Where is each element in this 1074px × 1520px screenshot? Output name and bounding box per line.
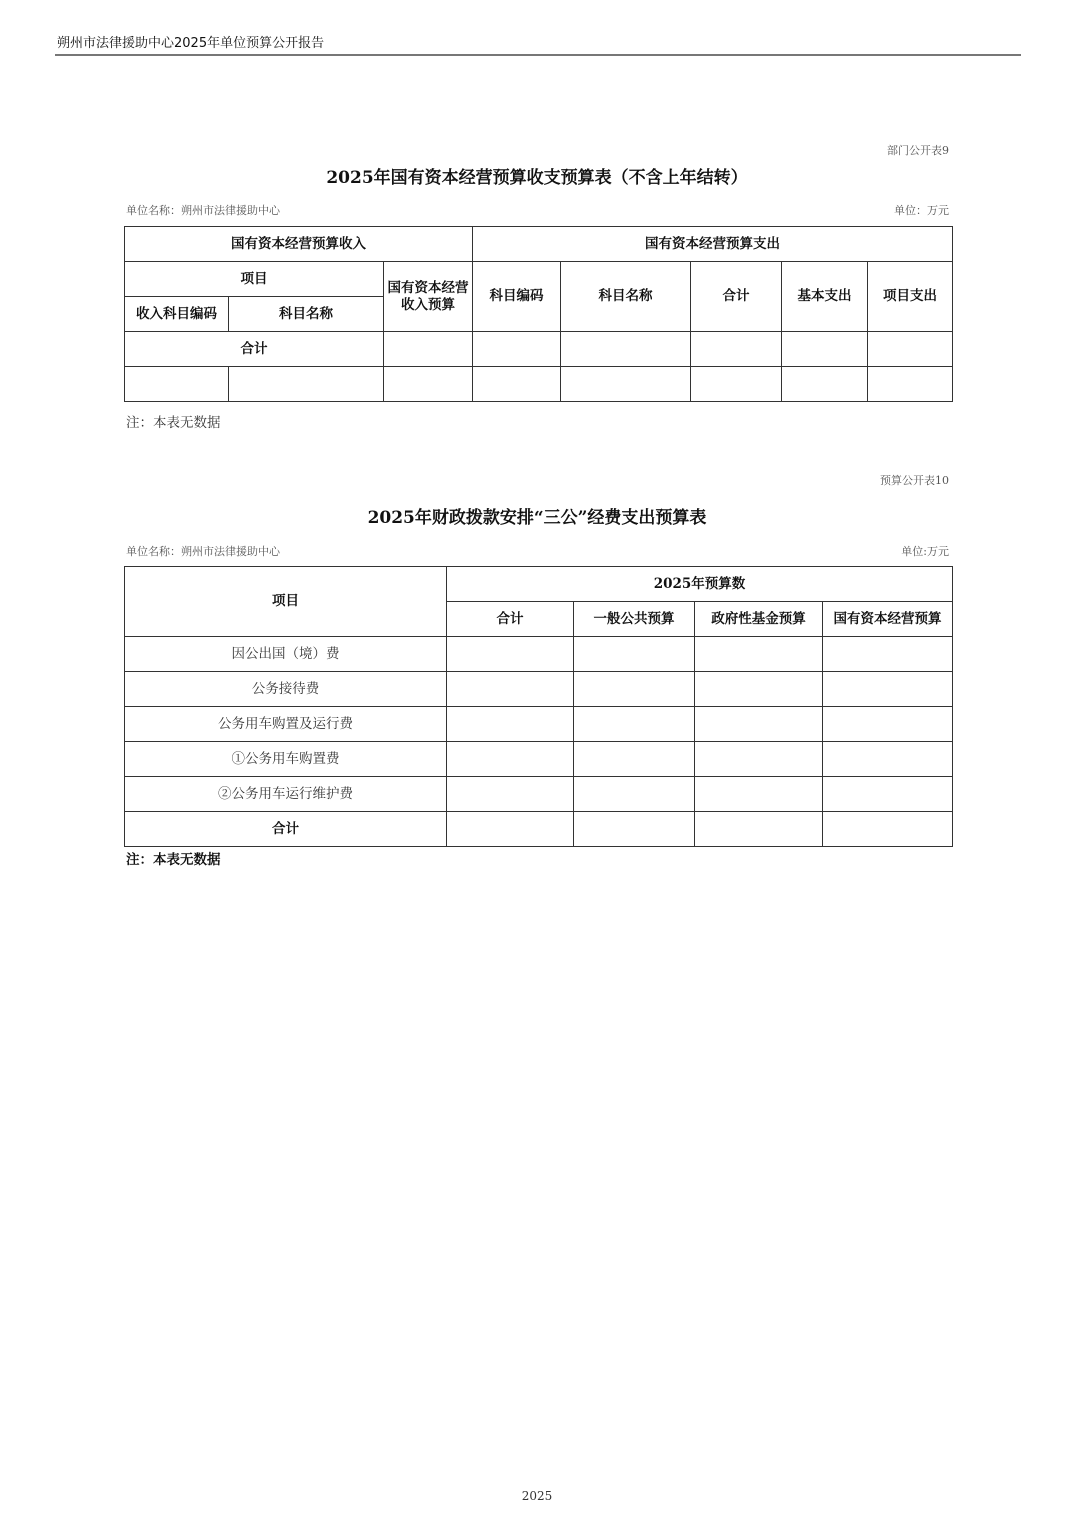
table-row xyxy=(125,672,953,707)
table2-row-label: ②公务用车运行维护费 xyxy=(125,777,447,812)
table-cell xyxy=(823,637,953,672)
table2-note: 注：本表无数据 xyxy=(126,852,221,868)
table1-title: 2025年国有资本经营预算收支预算表（不含上年结转） xyxy=(326,168,748,188)
table-cell xyxy=(447,777,574,812)
table1-note: 注：本表无数据 xyxy=(126,415,221,431)
table-cell xyxy=(823,812,953,847)
table-cell xyxy=(695,707,823,742)
table-row xyxy=(125,742,953,777)
page-header-title: 朔州市法律援助中心2025年单位预算公开报告 xyxy=(57,36,325,51)
table-cell xyxy=(561,332,691,367)
table2-tag: 预算公开表10 xyxy=(880,474,949,487)
table-cell xyxy=(447,742,574,777)
table1-capital-budget xyxy=(124,226,953,402)
table-cell xyxy=(868,367,953,402)
table2-row-label: 因公出国（境）费 xyxy=(125,637,447,672)
table2-total-row xyxy=(125,812,953,847)
table-cell xyxy=(695,637,823,672)
table-cell xyxy=(574,672,695,707)
table-cell xyxy=(574,742,695,777)
table-cell xyxy=(691,332,782,367)
table-cell xyxy=(574,707,695,742)
table2-unit-name: 单位名称：朔州市法律援助中心 xyxy=(126,545,280,558)
table1-income-budget-header: 国有资本经营收入预算 xyxy=(384,262,473,332)
table-cell xyxy=(473,332,561,367)
table2-row-label: ①公务用车购置费 xyxy=(125,742,447,777)
table-cell xyxy=(823,742,953,777)
table1-expense-header: 国有资本经营预算支出 xyxy=(473,227,953,262)
table1-unit: 单位：万元 xyxy=(894,204,949,217)
table2-col-fund: 政府性基金预算 xyxy=(695,602,823,637)
table1-income-header: 国有资本经营预算收入 xyxy=(125,227,473,262)
table-cell xyxy=(384,367,473,402)
table-cell xyxy=(691,367,782,402)
table-cell xyxy=(695,812,823,847)
table1-tag: 部门公开表9 xyxy=(887,144,949,157)
table2-title: 2025年财政拨款安排“三公”经费支出预算表 xyxy=(367,508,707,528)
table-row xyxy=(125,637,953,672)
table2-total-label: 合计 xyxy=(125,812,447,847)
table1-exp-name-header: 科目名称 xyxy=(561,262,691,332)
table1-unit-name: 单位名称：朔州市法律援助中心 xyxy=(126,204,280,217)
table-cell xyxy=(125,367,229,402)
table1-total-label: 合计 xyxy=(125,332,384,367)
table2-item-header: 项目 xyxy=(125,567,447,637)
table-cell xyxy=(782,332,868,367)
table-cell xyxy=(782,367,868,402)
table-cell xyxy=(447,707,574,742)
table-cell xyxy=(447,637,574,672)
page-header xyxy=(55,31,1021,56)
table2-row-label: 公务接待费 xyxy=(125,672,447,707)
table-cell xyxy=(823,707,953,742)
table2-col-total: 合计 xyxy=(447,602,574,637)
table-cell xyxy=(868,332,953,367)
page-number: 2025 xyxy=(521,1489,553,1503)
table-cell xyxy=(384,332,473,367)
table2-budget-header: 2025年预算数 xyxy=(447,567,953,602)
table-cell xyxy=(574,777,695,812)
table2-unit: 单位:万元 xyxy=(901,545,949,558)
table-cell xyxy=(561,367,691,402)
table-cell xyxy=(574,637,695,672)
table-cell xyxy=(574,812,695,847)
table-cell xyxy=(447,812,574,847)
table1-item-header: 项目 xyxy=(125,262,384,297)
table2-row-label: 公务用车购置及运行费 xyxy=(125,707,447,742)
table1-exp-project-header: 项目支出 xyxy=(868,262,953,332)
table1-exp-basic-header: 基本支出 xyxy=(782,262,868,332)
table-cell xyxy=(695,777,823,812)
table-cell xyxy=(695,672,823,707)
table1-exp-code-header: 科目编码 xyxy=(473,262,561,332)
table-row xyxy=(125,707,953,742)
table-cell xyxy=(823,672,953,707)
table1-total-row xyxy=(125,332,953,367)
table-cell xyxy=(447,672,574,707)
table1-empty-row xyxy=(125,367,953,402)
table-cell xyxy=(229,367,384,402)
table2-col-general: 一般公共预算 xyxy=(574,602,695,637)
table1-exp-total-header: 合计 xyxy=(691,262,782,332)
table2-three-public-expenses xyxy=(124,566,953,847)
table-cell xyxy=(695,742,823,777)
table-cell xyxy=(473,367,561,402)
table2-col-state: 国有资本经营预算 xyxy=(823,602,953,637)
table-row xyxy=(125,777,953,812)
table1-income-name-header: 科目名称 xyxy=(229,297,384,332)
table1-income-code-header: 收入科目编码 xyxy=(125,297,229,332)
table-cell xyxy=(823,777,953,812)
